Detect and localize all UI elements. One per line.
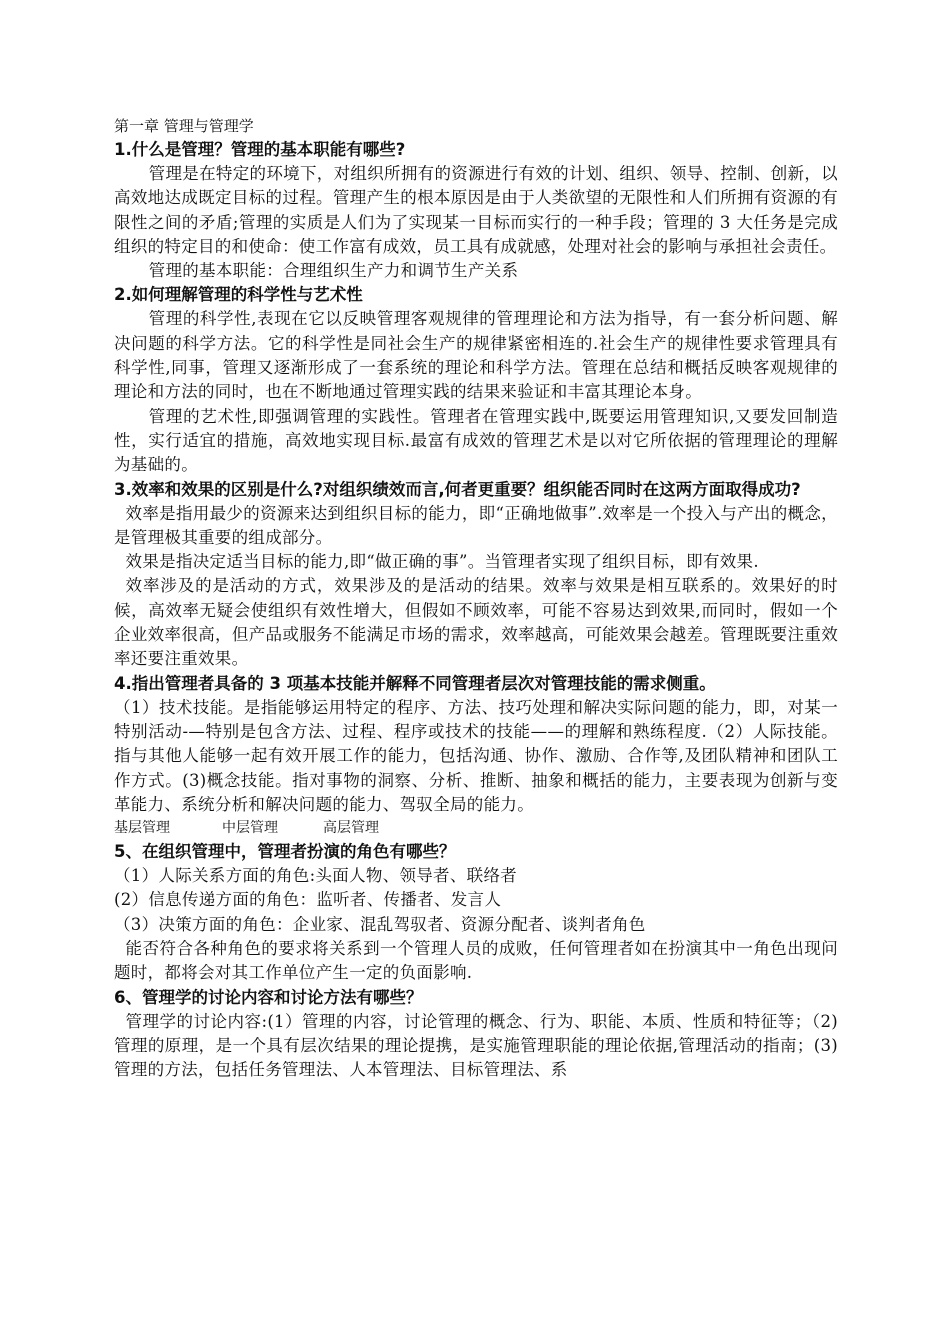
question-5-role-3: （3）决策方面的角色：企业家、混乱驾驭者、资源分配者、谈判者角色 — [114, 914, 646, 934]
question-2-paragraph-2: 管理的艺术性,即强调管理的实践性。管理者在管理实践中,既要运用管理知识,又要发回制造性，实行适宜的措施，高效地实现目标.最富有成效的管理艺术是以对它所依据的管理理论的理解为基础的。 — [114, 406, 838, 475]
management-levels — [114, 817, 838, 840]
question-5-role-2: (2）信息传递方面的角色：监听者、传播者、发言人 — [114, 890, 502, 910]
question-5-paragraph-1: 能否符合各种角色的要求将关系到一个管理人员的成败，任何管理者如在扮演其中一角色出现问题时，都将会对其工作单位产生一定的负面影响. — [114, 939, 838, 983]
question-5-role-1: （1）人际关系方面的角色:头面人物、领导者、联络者 — [114, 866, 518, 886]
question-1-paragraph-2: 管理的基本职能：合理组织生产力和调节生产关系 — [148, 261, 519, 281]
question-5-title: 5、在组织管理中，管理者扮演的角色有哪些？ — [114, 842, 456, 862]
chapter-title: 第一章 管理与管理学 — [114, 117, 254, 135]
question-3-paragraph-1: 效率是指用最少的资源来达到组织目标的能力，即“正确地做事”.效率是一个投入与产出的概念，是管理极其重要的组成部分。 — [114, 503, 838, 547]
question-2-title: 2.如何理解管理的科学性与艺术性 — [114, 285, 363, 305]
question-3-paragraph-3: 效率涉及的是活动的方式，效果涉及的是活动的结果。效率与效果是相互联系的。效果好的时候，高效率无疑会使组织有效性增大，但假如不顾效率，可能不容易达到效果,而同时，假如一个企业效率很高，但产品或服务不能满足市场的需求，效率越高，可能效果会越差。管理既要注重效率还要注重效果。 — [114, 576, 838, 669]
question-4-title: 4.指出管理者具备的 3 项基本技能并解释不同管理者层次对管理技能的需求侧重。 — [114, 673, 716, 693]
level-middle: 中层管理 — [222, 820, 278, 837]
question-6-paragraph-1: 管理学的讨论内容:(1）管理的内容，讨论管理的概念、行为、职能、本质、性质和特征等；（2)管理的原理，是一个具有层次结果的理论提携，是实施管理职能的理论依据,管理活动的指南；(3)管理的方法，包括任务管理法、人本管理法、目标管理法、系 — [114, 1011, 838, 1080]
question-2-paragraph-1: 管理的科学性,表现在它以反映管理客观规律的管理理论和方法为指导，有一套分析问题、解决问题的科学方法。它的科学性是同社会生产的规律紧密相连的.社会生产的规律性要求管理具有科学性,同事，管理又逐渐形成了一套系统的理论和科学方法。管理在总结和概括反映客观规律的理论和方法的同时，也在不断地通过管理实践的结果来验证和丰富其理论本身。 — [114, 309, 838, 402]
question-6-title: 6、管理学的讨论内容和讨论方法有哪些？ — [114, 987, 423, 1007]
question-4-paragraph-1: （1）技术技能。是指能够运用特定的程序、方法、技巧处理和解决实际问题的能力，即，对某一特别活动-—特别是包含方法、过程、程序或技术的技能——的理解和熟练程度.（2）人际技能。指与其他人能够一起有效开展工作的能力，包括沟通、协作、激励、合作等,及团队精神和团队工作方式。(3)概念技能。指对事物的洞察、分析、推断、抽象和概括的能力，主要表现为创新与变革能力、系统分析和解决问题的能力、驾驭全局的能力。 — [114, 697, 838, 814]
question-1-title: 1.什么是管理？管理的基本职能有哪些? — [114, 140, 406, 159]
question-3-paragraph-2: 效果是指决定适当目标的能力,即“做正确的事”。当管理者实现了组织目标，即有效果. — [125, 552, 759, 572]
level-basic: 基层管理 — [114, 820, 170, 837]
question-1-paragraph-1: 管理是在特定的环境下，对组织所拥有的资源进行有效的计划、组织、领导、控制、创新，以高效地达成既定目标的过程。管理产生的根本原因是由于人类欲望的无限性和人们所拥有资源的有限性之间的矛盾;管理的实质是人们为了实现某一目标而实行的一种手段；管理的 3 大任务是完成组织的特定目的和使命：使工作富有成效，员工具有成就感，处理对社会的影响与承担社会责任。 — [114, 164, 838, 256]
question-3-title: 3.效率和效果的区别是什么?对组织绩效而言,何者更重要？组织能否同时在这两方面取得成功? — [114, 479, 801, 499]
level-senior: 高层管理 — [323, 820, 379, 837]
